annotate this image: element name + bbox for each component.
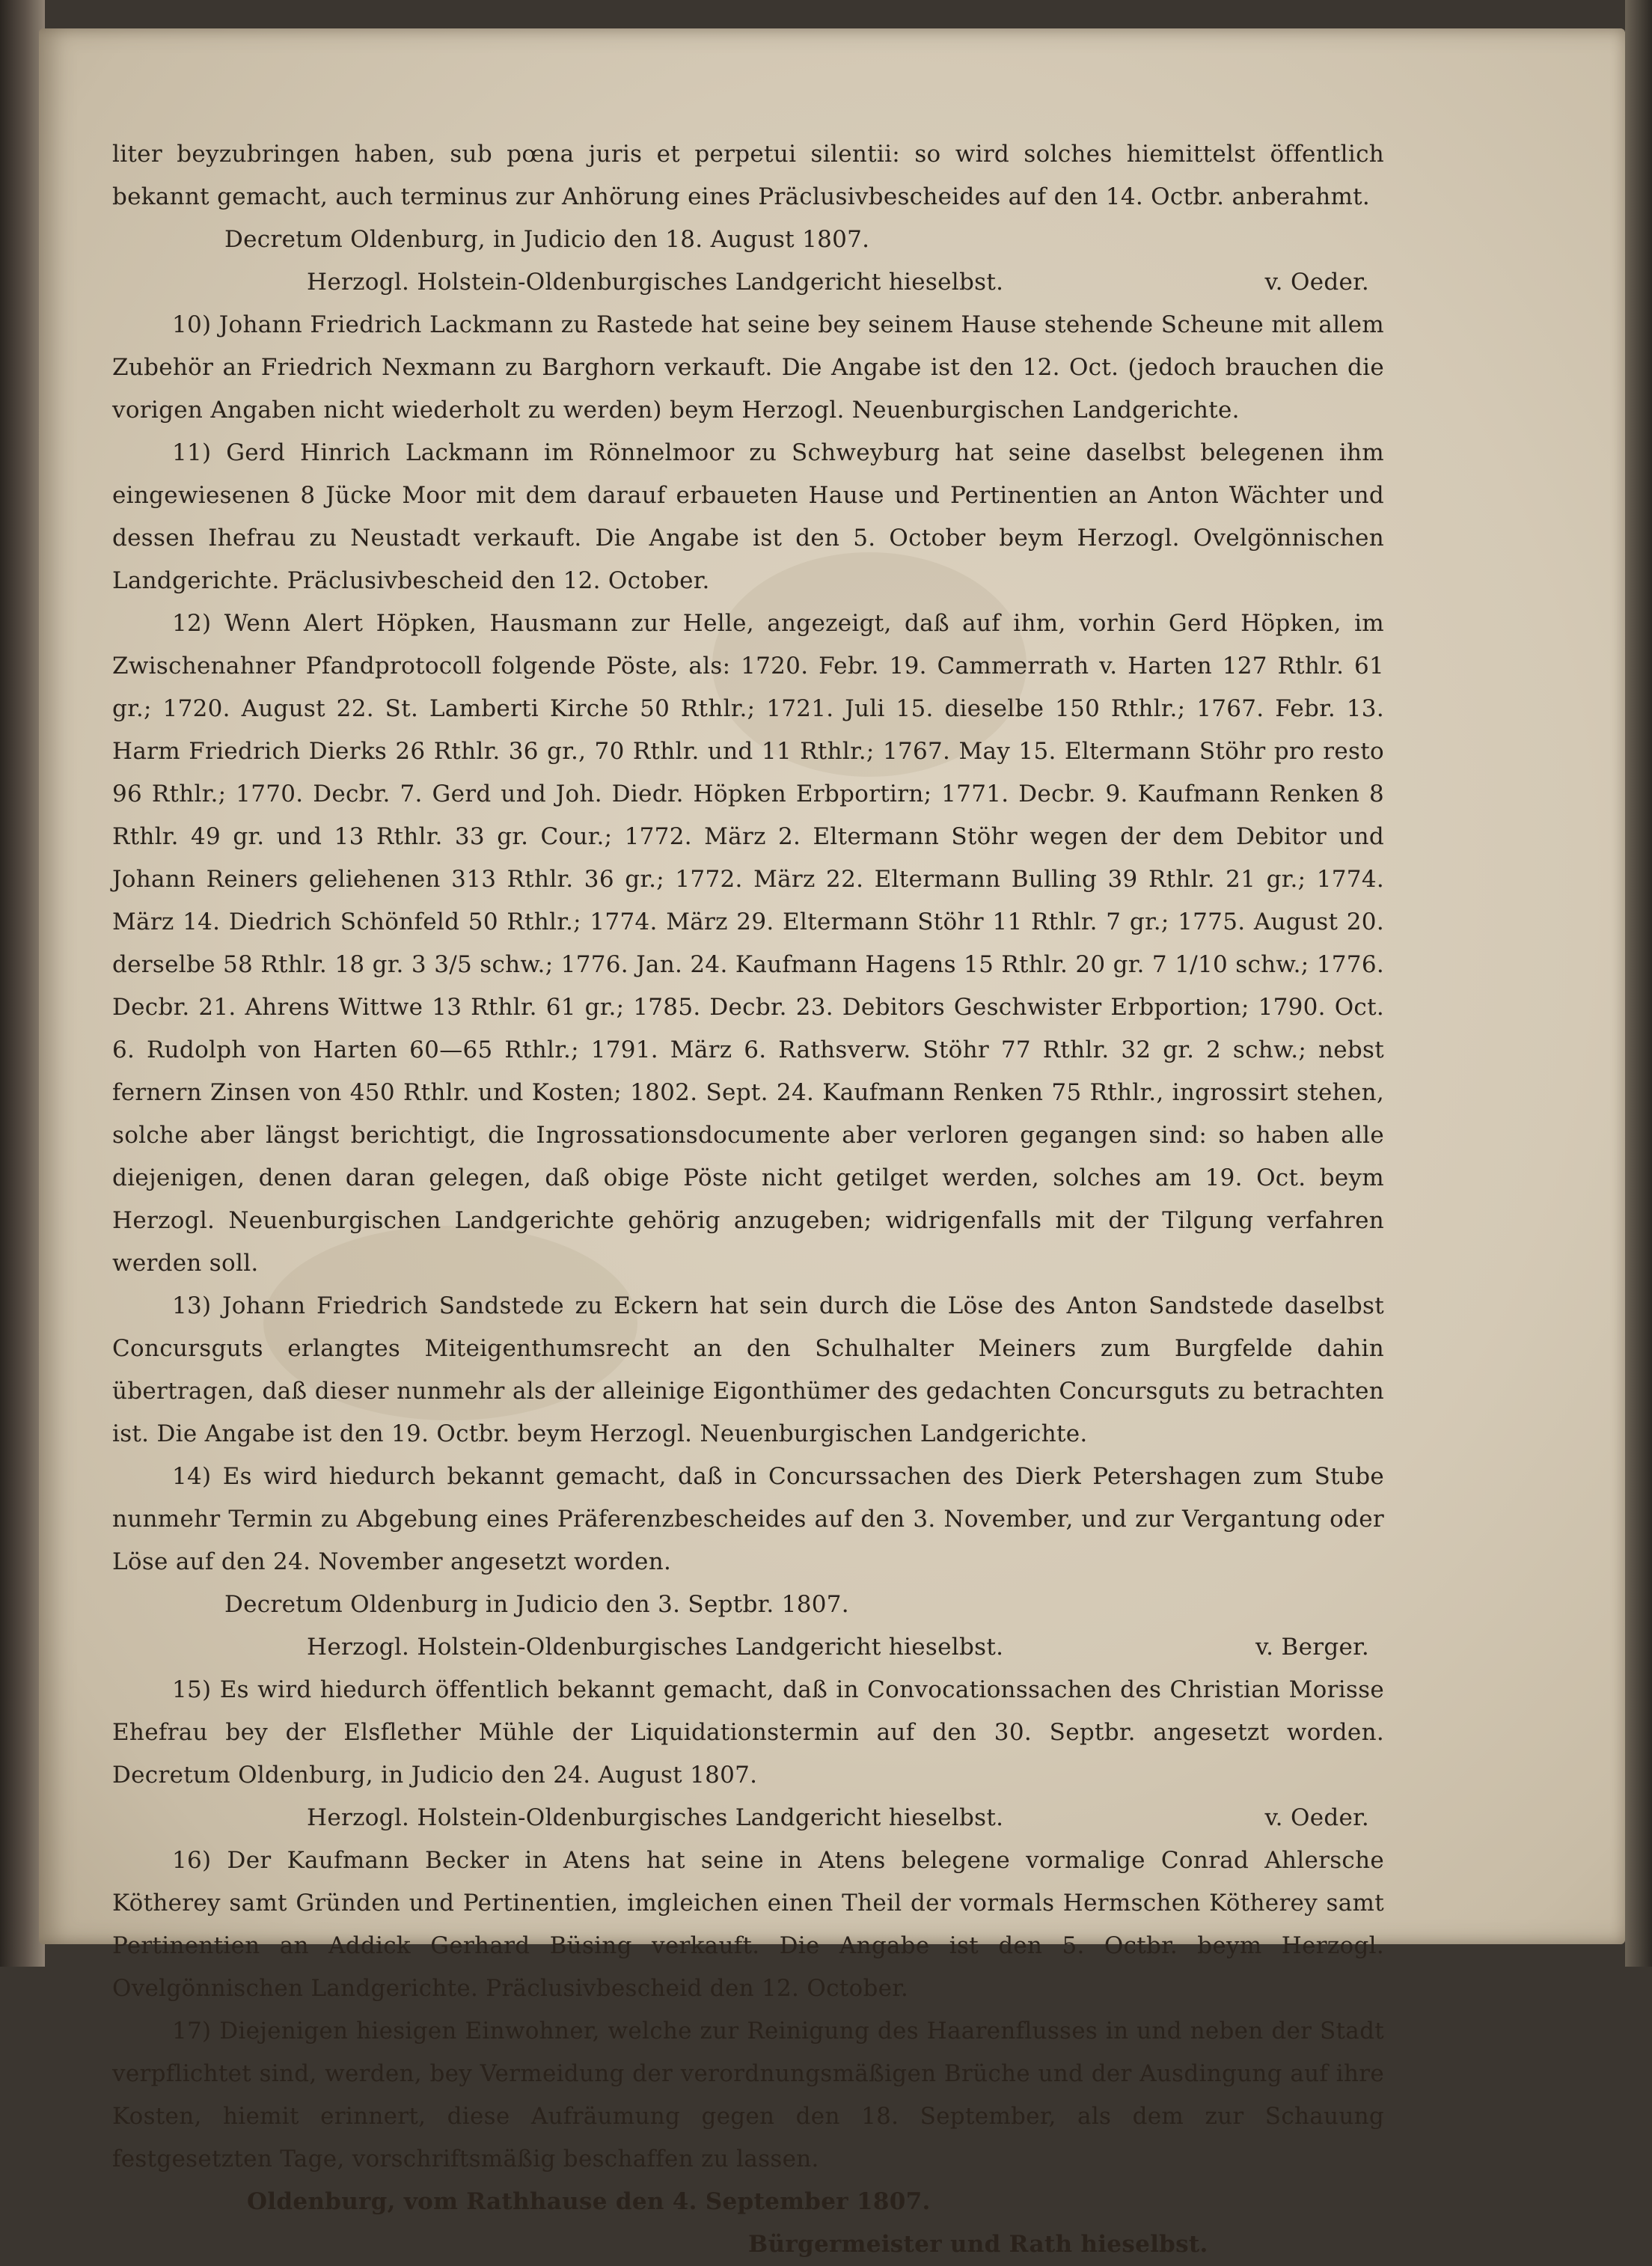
signatory: v. Oeder. xyxy=(1264,269,1369,296)
place-date-line: Oldenburg, vom Rathhause den 4. September 1807. xyxy=(247,2188,931,2215)
notice-14: 14) Es wird hiedurch bekannt gemacht, daß in Concurssachen des Dierk Petershagen zum Stube nunmehr Termin zu Abgebung eines Präferenzbescheides auf den 3. November, und zur Vergantung oder Löse auf den 24. November angesetzt worden. xyxy=(112,1463,1384,1575)
signatory: v. Berger. xyxy=(1255,1634,1369,1661)
notice-13: 13) Johann Friedrich Sandstede zu Eckern hat sein durch die Löse des Anton Sandstede daselbst Concursguts erlangtes Miteigenthumsrecht an den Schulhalter Meiners zum Burgfelde dahin übertragen, daß dieser nunmehr als der alleinige Eigonthümer des gedachten Concursguts zu betrachten ist. Die Angabe ist den 19. Octbr. beym Herzogl. Neuenburgischen Landgerichte. xyxy=(112,1292,1384,1447)
notice-11: 11) Gerd Hinrich Lackmann im Rönnelmoor zu Schweyburg hat seine daselbst belegenen ihm eingewiesenen 8 Jücke Moor mit dem darauf erbaueten Hause und Pertinentien an Anton Wächter und dessen Ihefrau zu Neustadt verkauft. Die Angabe ist den 5. October beym Herzogl. Ovelgönnischen Landgerichte. Präclusivbescheid den 12. October. xyxy=(112,439,1384,594)
book-spine xyxy=(0,0,45,1967)
signatory: v. Oeder. xyxy=(1264,1804,1369,1831)
document-text xyxy=(112,133,1384,2266)
paragraph-continuation: liter beyzubringen haben, sub pœna juris et perpetui silentii: so wird solches hiemittelst öffentlich bekannt gemacht, auch terminus zur Anhörung eines Präclusivbescheides auf den 14. Octbr. anberahmt. xyxy=(112,141,1384,210)
court-name: Herzogl. Holstein-Oldenburgisches Landgericht hieselbst. xyxy=(307,1804,1004,1831)
court-signature-line xyxy=(112,1626,1384,1669)
court-signature-line xyxy=(112,1797,1384,1839)
notice-10: 10) Johann Friedrich Lackmann zu Rastede hat seine bey seinem Hause stehende Scheune mit allem Zubehör an Friedrich Nexmann zu Barghorn verkauft. Die Angabe ist den 12. Oct. (jedoch brauchen die vorigen Angaben nicht wiederholt zu werden) beym Herzogl. Neuenburgischen Landgerichte. xyxy=(112,311,1384,424)
council-signature: Bürgermeister und Rath hieselbst. xyxy=(748,2231,1208,2258)
notice-17: 17) Diejenigen hiesigen Einwohner, welche zur Reinigung des Haarenflusses in und neben der Stadt verpflichtet sind, werden, bey Vermeidung der verordnungsmäßigen Brüche und der Ausdingung auf ihre Kosten, hiemit erinnert, diese Aufräumung gegen den 18. September, als dem zur Schauung festgesetzten Tage, vorschriftsmäßig beschaffen zu lassen. xyxy=(112,2018,1384,2172)
notice-16: 16) Der Kaufmann Becker in Atens hat seine in Atens belegene vormalige Conrad Ahlersche Kötherey samt Gründen und Pertinentien, imgleichen einen Theil der vormals Hermschen Kötherey samt Pertinentien an Addick Gerhard Büsing verkauft. Die Angabe ist den 5. Octbr. beym Herzogl. Ovelgönnischen Landgerichte. Präclusivbescheid den 12. October. xyxy=(112,1847,1384,2002)
court-signature-line xyxy=(112,261,1384,304)
page-edge xyxy=(1625,0,1652,1967)
court-name: Herzogl. Holstein-Oldenburgisches Landgericht hieselbst. xyxy=(307,269,1004,296)
court-name: Herzogl. Holstein-Oldenburgisches Landgericht hieselbst. xyxy=(307,1634,1004,1661)
decree-date: Decretum Oldenburg, in Judicio den 18. August 1807. xyxy=(224,226,870,253)
notice-15: 15) Es wird hiedurch öffentlich bekannt gemacht, daß in Convocationssachen des Christian Morisse Ehefrau bey der Elsflether Mühle der Liquidationstermin auf den 30. Septbr. angesetzt worden. Decretum Oldenburg, in Judicio den 24. August 1807. xyxy=(112,1676,1384,1789)
notice-12: 12) Wenn Alert Höpken, Hausmann zur Helle, angezeigt, daß auf ihm, vorhin Gerd Höpken, im Zwischenahner Pfandprotocoll folgende Pöste, als: 1720. Febr. 19. Cammerrath v. Harten 127 Rthlr. 61 gr.; 1720. August 22. St. Lamberti Kirche 50 Rthlr.; 1721. Juli 15. dieselbe 150 Rthlr.; 1767. Febr. 13. Harm Friedrich Dierks 26 Rthlr. 36 gr., 70 Rthlr. und 11 Rthlr.; 1767. May 15. Eltermann Stöhr pro resto 96 Rthlr.; 1770. Decbr. 7. Gerd und Joh. Diedr. Höpken Erbportirn; 1771. Decbr. 9. Kaufmann Renken 8 Rthlr. 49 gr. und 13 Rthlr. 33 gr. Cour.; 1772. März 2. Eltermann Stöhr wegen der dem Debitor und Johann Reiners geliehenen 313 Rthlr. 36 gr.; 1772. März 22. Eltermann Bulling 39 Rthlr. 21 gr.; 1774. März 14. Diedrich Schönfeld 50 Rthlr.; 1774. März 29. Eltermann Stöhr 11 Rthlr. 7 gr.; 1775. August 20. derselbe 58 Rthlr. 18 gr. 3 3/5 schw.; 1776. Jan. 24. Kaufmann Hagens 15 Rthlr. 20 gr. 7 1/10 schw.; 1776. Decbr. 21. Ahrens Wittwe 13 Rthlr. 61 gr.; 1785. Decbr. 23. Debitors Geschwister Erbportion; 1790. Oct. 6. Rudolph von Harten 60—65 Rthlr.; 1791. März 6. Rathsverw. Stöhr 77 Rthlr. 32 gr. 2 schw.; nebst fernern Zinsen von 450 Rthlr. und Kosten; 1802. Sept. 24. Kaufmann Renken 75 Rthlr., ingrossirt stehen, solche aber längst berichtigt, die Ingrossationsdocumente aber verloren gegangen sind: so haben alle diejenigen, denen daran gelegen, daß obige Pöste nicht getilget werden, solches am 19. Oct. beym Herzogl. Neuenburgischen Landgerichte gehörig anzugeben; widrigenfalls mit der Tilgung verfahren werden soll. xyxy=(112,610,1384,1277)
decree-date: Decretum Oldenburg in Judicio den 3. Septbr. 1807. xyxy=(224,1591,849,1618)
